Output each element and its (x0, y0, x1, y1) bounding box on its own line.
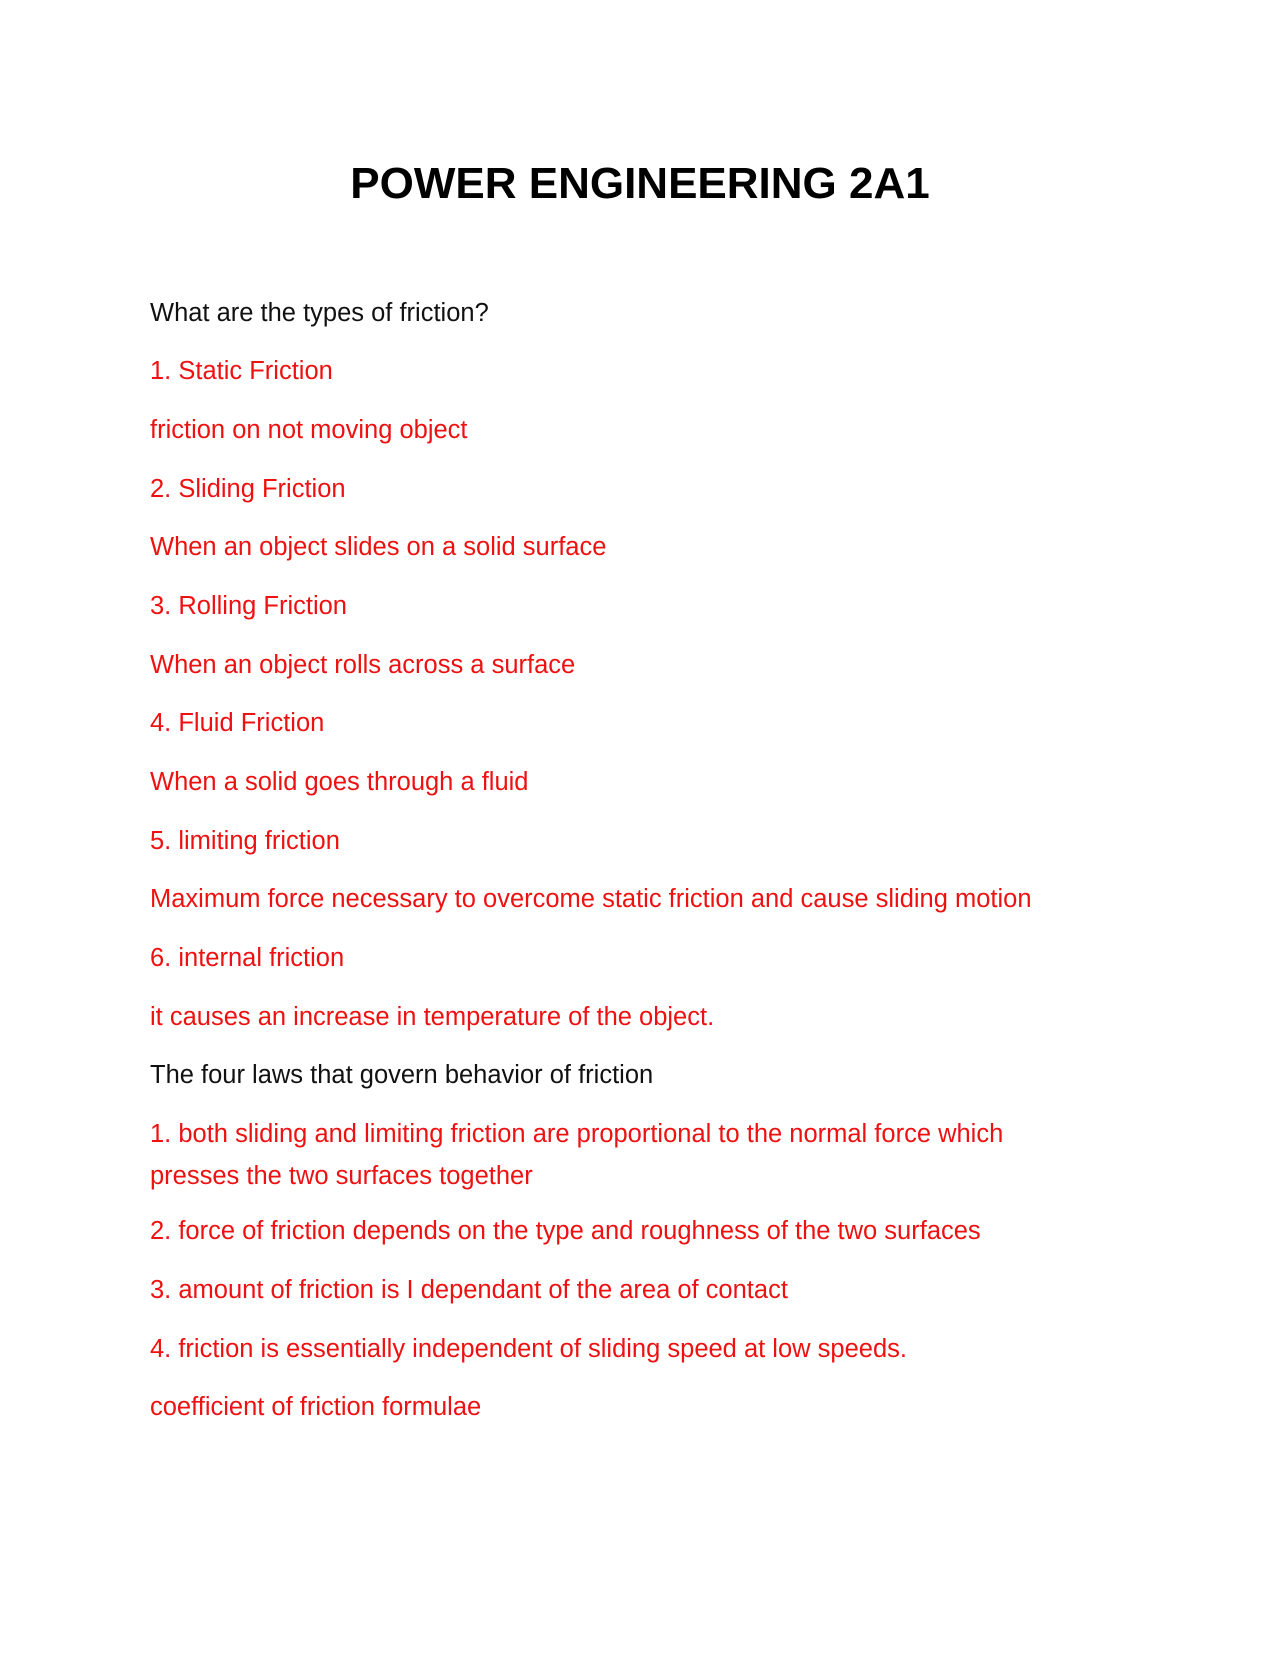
friction-type-description: When a solid goes through a fluid (150, 768, 529, 796)
friction-law: 1. both sliding and limiting friction are proportional to the normal force which presses the two surfaces together (150, 1120, 1004, 1190)
friction-type-heading: 1. Static Friction (150, 357, 333, 385)
friction-type-description: Maximum force necessary to overcome static friction and cause sliding motion (150, 885, 1032, 913)
friction-type-description: friction on not moving object (150, 416, 468, 444)
friction-type-description: it causes an increase in temperature of the object. (150, 1003, 715, 1031)
friction-type-heading: 5. limiting friction (150, 827, 340, 855)
friction-type-description: When an object rolls across a surface (150, 651, 576, 679)
friction-type-heading: 4. Fluid Friction (150, 709, 325, 737)
laws-heading: The four laws that govern behavior of friction (150, 1061, 654, 1089)
page-title: POWER ENGINEERING 2A1 (350, 159, 930, 208)
friction-type-heading: 6. internal friction (150, 944, 345, 972)
friction-law: 3. amount of friction is I dependant of the area of contact (150, 1276, 788, 1304)
friction-type-heading: 3. Rolling Friction (150, 592, 347, 620)
formulae-heading: coefficient of friction formulae (150, 1393, 482, 1421)
friction-type-description: When an object slides on a solid surface (150, 533, 607, 561)
friction-law: 4. friction is essentially independent of sliding speed at low speeds. (150, 1335, 907, 1363)
friction-type-heading: 2. Sliding Friction (150, 475, 346, 503)
friction-law: 2. force of friction depends on the type and roughness of the two surfaces (150, 1217, 981, 1245)
question-types-of-friction: What are the types of friction? (150, 299, 489, 327)
